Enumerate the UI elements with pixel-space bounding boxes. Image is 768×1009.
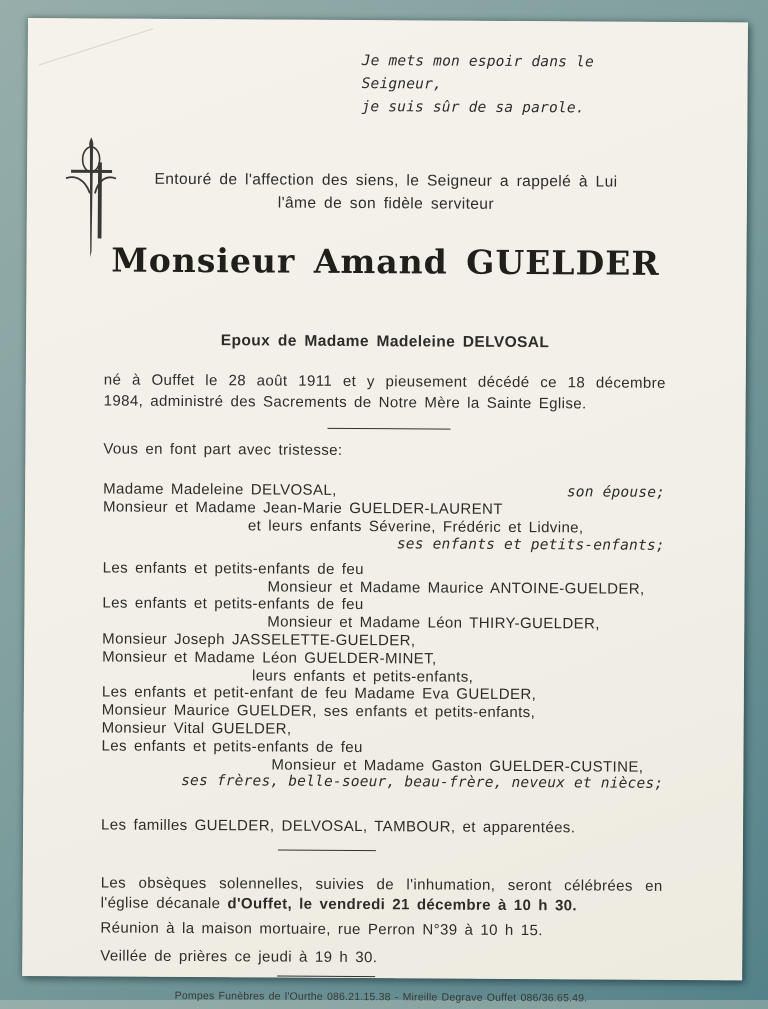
mourner-row: et leurs enfants Séverine, Frédéric et Lidvine, [247, 517, 584, 537]
funeral-line-normal: l'église décanale [100, 894, 228, 913]
scripture-quote [361, 50, 667, 121]
mourner-row: Monsieur et Madame Gaston GUELDER-CUSTINE, [271, 756, 644, 776]
funeral-home-footer: Pompes Funèbres de l'Ourthe 086.21.15.38 - Mireille Degrave Ouffet 086/36.65.49. [174, 989, 588, 1004]
divider [327, 428, 450, 430]
memorial-card [22, 18, 748, 1004]
quote-line: Je mets mon espoir dans le Seigneur, [361, 53, 594, 93]
mourner-row: Les enfants et petits-enfants de feu [102, 559, 364, 578]
mourners-list [101, 480, 665, 794]
relationship-note: ses enfants et petits-enfants; [396, 536, 665, 554]
birth-death-paragraph [104, 369, 666, 415]
mourner-row: leurs enfants et petits-enfants, [251, 666, 474, 686]
relationship-note: son épouse; [566, 483, 666, 501]
mourner-row: Monsieur et Madame Léon GUELDER-MINET, [102, 648, 437, 668]
mourner-name: Madame Madeleine DELVOSAL, [103, 480, 337, 499]
mourner-row: Monsieur et Madame Maurice ANTOINE-GUELDER, [267, 578, 645, 598]
mourner-row: Les enfants et petit-enfant de feu Madame Eva GUELDER, [101, 683, 537, 704]
funeral-line-bold: d'Ouffet, le vendredi 21 décembre à 10 h 30. [227, 895, 578, 915]
intro-line: l'âme de son fidèle serviteur [277, 194, 494, 213]
announcement-heading: Vous en font part avec tristesse: [103, 440, 343, 459]
birth-line: 1984, administré des Sacrements de Notre Mère la Sainte Eglise. [103, 392, 587, 413]
families-line: Les familles GUELDER, DELVOSAL, TAMBOUR, et apparentées. [101, 816, 576, 837]
intro-text [105, 167, 667, 216]
veillee-line: Veillée de prières ce jeudi à 19 h 30. [100, 947, 378, 966]
mourner-row: Monsieur Vital GUELDER, [101, 719, 292, 738]
deceased-name: Monsieur Amand GUELDER [111, 240, 660, 283]
reunion-line: Réunion à la maison mortuaire, rue Perron N°39 à 10 h 15. [100, 919, 543, 940]
mourner-row: Monsieur et Madame Jean-Marie GUELDER-LAURENT [102, 498, 503, 519]
mourner-row: Monsieur et Madame Léon THIRY-GUELDER, [267, 613, 600, 633]
cross-icon [64, 134, 117, 266]
relationship-note: ses frères, belle-soeur, beau-frère, neveux et nièces; [181, 773, 664, 793]
funeral-paragraph [101, 873, 663, 917]
divider [277, 975, 375, 977]
funeral-line: Les obsèques solennelles, suivies de l'inhumation, seront célébrées en [100, 874, 663, 895]
mourner-row: Les enfants et petits-enfants de feu [102, 594, 364, 614]
mourner-row: Monsieur Joseph JASSELETTE-GUELDER, [102, 630, 416, 650]
funeral-line [101, 894, 663, 918]
mourner-row: Les enfants et petits-enfants de feu [101, 737, 363, 756]
spouse-line: Epoux de Madame Madeleine DELVOSAL [220, 332, 550, 352]
mourner-row: Monsieur Maurice GUELDER, ses enfants et petits-enfants, [101, 701, 536, 722]
birth-line: né à Ouffet le 28 août 1911 et y pieusement décédé ce 18 décembre [103, 371, 666, 392]
quote-line: je suis sûr de sa parole. [361, 99, 585, 117]
divider [278, 849, 376, 851]
intro-line: Entouré de l'affection des siens, le Seigneur a rappelé à Lui [154, 170, 618, 191]
